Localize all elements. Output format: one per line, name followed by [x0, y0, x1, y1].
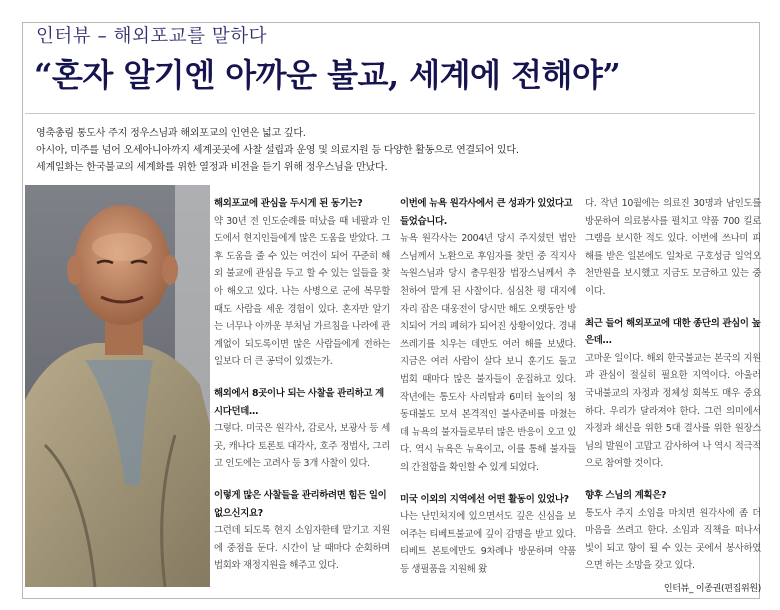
- answer-paragraph: 그런데 되도록 현지 소임자한테 맡기고 지원에 중점을 둔다. 시간이 날 때마다 순회하며 법회와 재정지원을 해주고 있다.: [214, 525, 390, 572]
- monk-portrait-photo: [25, 185, 210, 587]
- byline: 인터뷰_ 이종권(편집위원): [663, 583, 761, 594]
- answer-paragraph: 뉴욕 원각사는 2004년 당시 주지셨던 법안스님께서 노환으로 후임자를 찾던 중 직지사 녹원스님과 당시 총무원장 법장스님께서 추천하여 맡게 된 사찰이다. 심심찬 평 대지에 자리 잡은 대웅전이 당시만 해도 오랫동안 방치되어 거의 폐허가 되어진 상황이었다. 경내 쓰레기를 치우는 데만도 여러 해를 보냈다. 지금은 여러 사람이 살다 보니 훈기도 돌고 법회 때마다 많은 불자들이 운집하고 있다. 작년에는 통도사 사리탑과 6미터 높이의 청동대불도 모셔 본격적인 불사준비를 마쳤는데 뉴욕의 불자들로부터 많은 반응이 오고 있다. 역시 뉴욕은 뉴욕이고, 이를 통해 불자들의 간절함을 확인할 수 있게 되었다.: [400, 233, 576, 473]
- question: 향후 스님의 계획은?: [585, 489, 667, 501]
- answer-paragraph: 다. 작년 10월에는 의료진 30명과 남인도를 방문하여 의료봉사를 펼치고 약품 700 킬로그램을 보시한 적도 있다. 이번에 쓰나미 피해를 받은 일본에도 일차로 구호성금 일억오천만원을 보시했고 지금도 모금하고 있는 중이다.: [585, 198, 761, 297]
- answer-paragraph: 그렇다. 미국은 원각사, 감로사, 보광사 등 세 곳, 캐나다 토론토 대각사, 호주 정법사, 그리고 인도에는 고려사 등 3개 사찰이 있다.: [214, 423, 390, 470]
- answer-paragraph: 통도사 주지 소임을 마치면 원각사에 좀 더 마음을 쓰려고 한다. 소임과 직책을 떠나서 빛이 되고 향이 될 수 있는 곳에서 봉사하였으면 하는 소망을 갖고 있다.: [585, 507, 761, 572]
- article-kicker: 인터뷰 – 해외포교를 말하다: [36, 26, 267, 47]
- article-headline: “혼자 알기엔 아까운 불교, 세계에 전해야”: [34, 56, 621, 94]
- question: 해외에서 8곳이나 되는 사찰을 관리하고 계시다던데…: [214, 387, 384, 417]
- question: 이번에 뉴욕 원각사에서 큰 성과가 있었다고 들었습니다.: [400, 198, 573, 227]
- question: 미국 이외의 지역에선 어떤 활동이 있었나?: [400, 493, 569, 505]
- answer-paragraph: 고마운 일이다. 해외 한국불교는 본국의 지원과 관심이 절실히 필요한 지역이다. 아울러 국내불교의 자정과 정체성 회복도 매우 중요하다. 우리가 달라져야 한다. 그런 의미에서 자정과 쇄신을 위한 5대 결사를 위한 원장스님의 발원이 고맙고 감사하여 나 역시 적극적으로 참여할 것이다.: [585, 352, 761, 470]
- divider: [25, 113, 755, 114]
- answer-paragraph: 약 30년 전 인도순례를 떠났을 때 네팔과 인도에서 현지인들에게 많은 도움을 받았다. 그 후 도움을 줄 수 있는 여건이 되어 꾸준히 해외 불교에 관심을 두고 할 수 있는 일들을 찾아 해오고 있다. 나는 사병으로 군에 복무할 때도 사람을 세운 경험이 있다. 혼자만 알기는 너무나 아까운 부처님 가르침을 나라에 관계없이 되도록이면 많은 사람들에게 전하는 일보다 더 큰 공덕이 있겠는가.: [214, 215, 390, 368]
- question: 이렇게 많은 사찰들을 관리하려면 힘든 일이 없으신지요?: [214, 489, 387, 519]
- lead-line: 세계일화는 한국불교의 세계화를 위한 열정과 비전을 듣기 위해 정우스님을 만났다.: [36, 162, 388, 173]
- article-column-2: [400, 195, 576, 578]
- answer-paragraph: 나는 난민처지에 있으면서도 깊은 신심을 보여주는 티베트불교에 깊이 감명을 받고 있다. 티베트 본토에만도 9차례나 방문하며 약품 등 생필품을 지원해 왔: [400, 511, 576, 575]
- article-column-1: [214, 195, 390, 575]
- lead-line: 아시아, 미주를 넘어 오세아니아까지 세계곳곳에 사찰 설립과 운영 및 의료지원 등 다양한 활동으로 연결되어 있다.: [36, 145, 519, 156]
- question: 최근 들어 해외포교에 대한 종단의 관심이 높은데…: [585, 317, 761, 347]
- lead-line: 영축총림 통도사 주지 정우스님과 해외포교의 인연은 넓고 깊다.: [36, 128, 306, 139]
- article-column-3: [585, 195, 761, 598]
- lead-paragraph: [36, 125, 756, 176]
- question: 해외포교에 관심을 두시게 된 동기는?: [214, 198, 363, 209]
- portrait-image: [25, 185, 210, 587]
